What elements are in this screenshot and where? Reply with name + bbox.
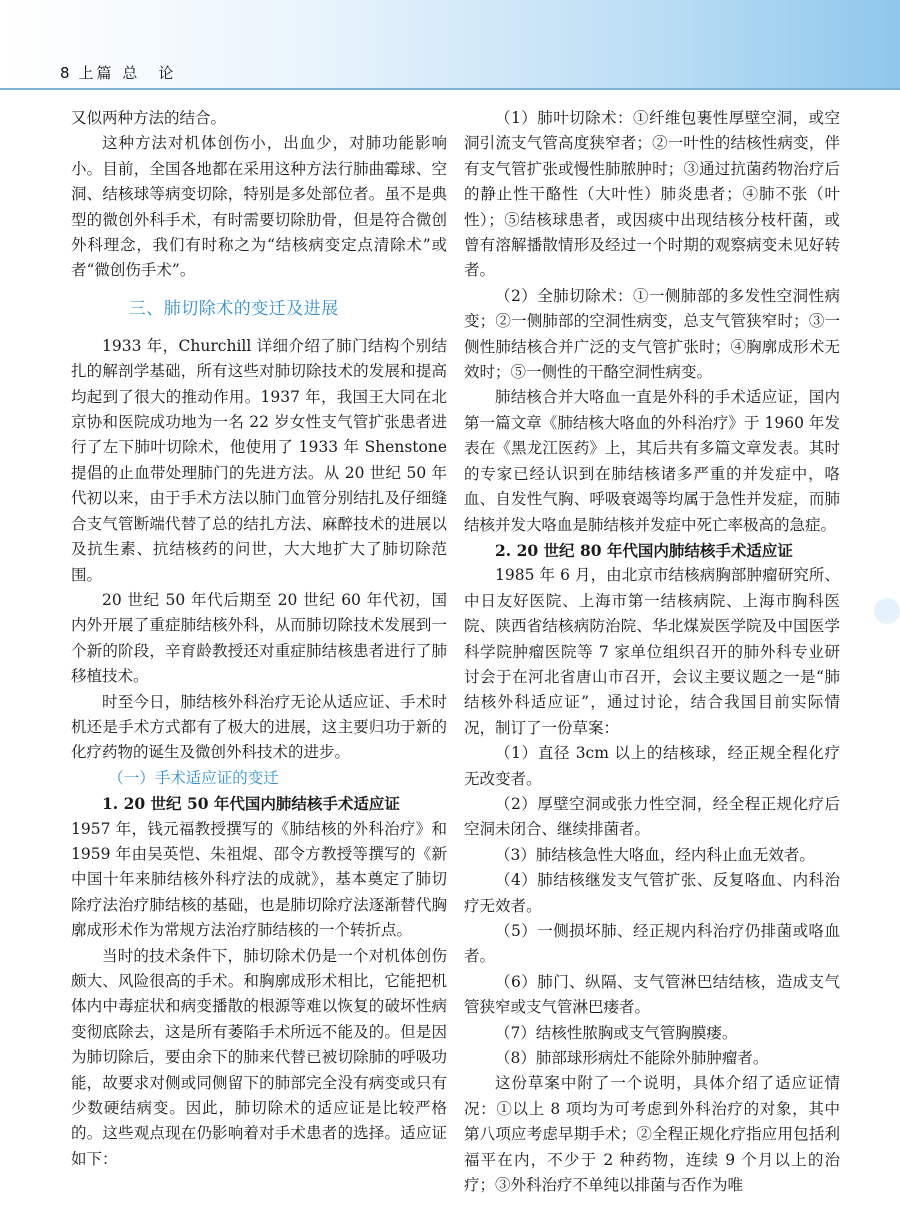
numbered-heading: 1. 20 世纪 50 年代国内肺结核手术适应证 [102, 794, 400, 814]
numbered-heading: 2. 20 世纪 80 年代国内肺结核手术适应证 [495, 540, 793, 560]
paragraph: 1957 年，钱元福教授撰写的《肺结核的外科治疗》和 1959 年由吴英恺、朱祖焜、邵令方教授等撰写的《新中国十年来肺结核外科疗法的成就》，基本奠定了肺切除疗法治疗肺结核的基础，也是肺切除疗法逐渐替代胸廓成形术作为常规方法治疗肺结核的一个转折点。 [71, 819, 447, 940]
section-heading: 三、肺切除术的变迁及进展 [128, 298, 339, 319]
paragraph: 当时的技术条件下，肺切除术仍是一个对机体创伤颇大、风险很高的手术。和胸廓成形术相比，它能把机体内中毒症状和病变播散的根源等难以恢复的破坏性病变彻底除去，这是所有萎陷手术所远不能及的。但是因为肺切除后，要由余下的肺来代替已被切除肺的呼吸功能，故要求对侧或同侧留下的肺部完全没有病变或只有少数硬结病变。因此，肺切除术的适应证是比较严格的。这些观点现在仍影响着对手术患者的选择。适应证如下： [71, 946, 447, 1168]
list-item: （7）结核性脓胸或支气管胸膜瘘。 [495, 1023, 738, 1042]
paragraph: 20 世纪 50 年代后期至 20 世纪 60 年代初，国内外开展了重症肺结核外科，从而肺切除技术发展到一个新的阶段，辛育龄教授还对重症肺结核患者进行了肺移植技术。 [71, 590, 447, 686]
running-header [60, 62, 176, 83]
right-column [464, 106, 840, 1198]
page-number: 8 [60, 64, 71, 82]
list-item: （8）肺部球形病灶不能除外肺肿瘤者。 [495, 1049, 769, 1068]
paragraph: 1933 年，Churchill 详细介绍了肺门结构个别结扎的解剖学基础，所有这些对肺切除技术的发展和提高均起到了很大的推动作用。1937 年，我国王大同在北京协和医院成功地为一名 22 岁女性支气管扩张患者进行了左下肺叶切除术，他使用了 1933 年 Shenstone 提倡的止血带处理肺门的先进方法。从 20 世纪 50 年代初以来，由于手术方法以肺门血管分别结扎及仔细缝合支气管断端代替了总的结扎方法、麻醉技术的进展以及抗生素、抗结核药的问世，大大地扩大了肺切除范围。 [71, 336, 447, 584]
list-item: （3）肺结核急性大咯血，经内科止血无效者。 [495, 845, 815, 864]
page-edge-marker [874, 598, 900, 624]
paragraph: （2）全肺切除术：①一侧肺部的多发性空洞性病变；②一侧肺部的空洞性病变，总支气管狭窄时；③一侧性肺结核合并广泛的支气管扩张时；④胸廓成形术无效时；⑤一侧性的干酪空洞性病变。 [464, 286, 840, 382]
list-item: （1）直径 3cm 以上的结核球，经正规全程化疗无改变者。 [464, 744, 840, 788]
paragraph: 1985 年 6 月，由北京市结核病胸部肿瘤研究所、中日友好医院、上海市第一结核病院、上海市胸科医院、陕西省结核病防治院、华北煤炭医学院及中国医学科学院肿瘤医院等 7 家单位组织召开的肺外科专业研讨会于在河北省唐山市召开，会议主要议题之一是“肺结核外科适应证”，通过讨论，结合我国目前实际情况，制订了一份草案： [464, 566, 840, 737]
left-column [71, 106, 447, 1172]
section-title: 上篇 总 论 [78, 64, 177, 82]
list-item: （6）肺门、纵隔、支气管淋巴结结核，造成支气管狭窄或支气管淋巴瘘者。 [464, 972, 840, 1017]
list-item: （2）厚壁空洞或张力性空洞，经全程正规化疗后空洞未闭合、继续排菌者。 [464, 794, 840, 839]
paragraph: （1）肺叶切除术：①纤维包裹性厚壁空洞，或空洞引流支气管高度狭窄者；②一叶性的结核性病变，伴有支气管扩张或慢性肺脓肿时；③通过抗菌药物治疗后的静止性干酪性（大叶性）肺炎患者；④肺不张（叶性）；⑤结核球患者，或因痰中出现结核分枝杆菌，或曾有溶解播散情形及经过一个时期的观察病变未见好转者。 [464, 109, 840, 280]
paragraph: 时至今日，肺结核外科治疗无论从适应证、手术时机还是手术方式都有了极大的进展，这主要归功于新的化疗药物的诞生及微创外科技术的进步。 [71, 692, 447, 762]
paragraph: 这种方法对机体创伤小，出血少，对肺功能影响小。目前，全国各地都在采用这种方法行肺曲霉球、空洞、结核球等病变切除，特别是多处部位者。虽不是典型的微创外科手术，有时需要切除肋骨，但是符合微创外科理念，我们有时称之为“结核病变定点清除术”或者“微创伤手术”。 [71, 134, 447, 280]
paragraph: 这份草案中附了一个说明，具体介绍了适应证情况：①以上 8 项均为可考虑到外科治疗的对象，其中第八项应考虑早期手术；②全程正规化疗指应用包括利福平在内，不少于 2 种药物，连续 9 个月以上的治疗；③外科治疗不单纯以排菌与否作为唯 [464, 1074, 840, 1195]
list-item: （4）肺结核继发支气管扩张、反复咯血、内科治疗无效者。 [464, 871, 840, 915]
paragraph: 肺结核合并大咯血一直是外科的手术适应证，国内第一篇文章《肺结核大咯血的外科治疗》于 1960 年发表在《黑龙江医药》上，其后共有多篇文章发表。其时的专家已经认识到在肺结核诸多严重的并发症中，咯血、自发性气胸、呼吸衰竭等均属于急性并发症，而肺结核并发大咯血是肺结核并发症中死亡率极高的急症。 [464, 388, 840, 534]
header-divider [0, 88, 900, 90]
paragraph: 又似两种方法的结合。 [71, 109, 227, 127]
list-item: （5）一侧损坏肺、经正规内科治疗仍排菌或咯血者。 [464, 922, 840, 966]
subsection-heading: （一）手术适应证的变迁 [108, 768, 279, 787]
